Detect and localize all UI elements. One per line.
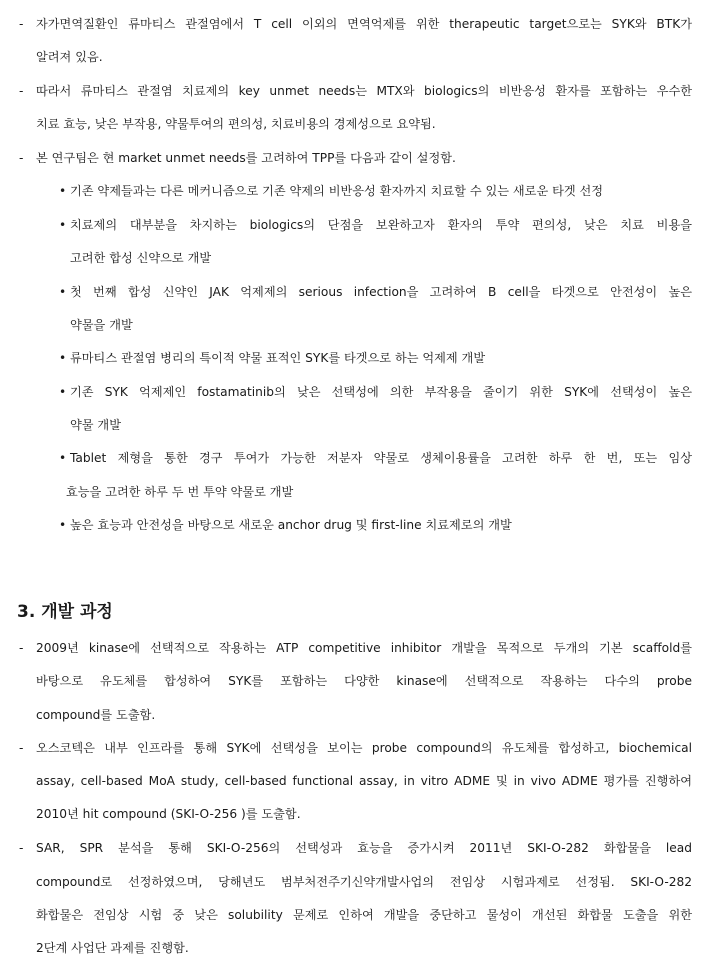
bullet-dot-marker: • bbox=[59, 451, 67, 465]
sub-bullet-line: 기존 약제들과는 다른 메커니즘으로 기존 약제의 비반응성 환자까지 치료할 수 있는 새로운 타겟 선정 bbox=[70, 184, 604, 198]
sub-bullet-line: 약물 개발 bbox=[70, 418, 121, 432]
paragraph-line: 치료 효능, 낮은 부작용, 약물투여의 편의성, 치료비용의 경제성으로 요약됨. bbox=[36, 117, 436, 131]
bullet-dash-marker: - bbox=[19, 151, 24, 165]
bullet-dot-marker: • bbox=[59, 351, 67, 365]
paragraph-line: assay, cell-based MoA study, cell-based functional assay, in vitro ADME 및 in vivo ADME 평가를 진행하여 bbox=[36, 774, 692, 788]
sub-bullet-line: 고려한 합성 신약으로 개발 bbox=[70, 251, 212, 265]
bullet-dash-marker: - bbox=[19, 741, 24, 755]
paragraph-line: SAR, SPR 분석을 통해 SKI-O-256의 선택성과 효능을 증가시켜 2011년 SKI-O-282 화합물을 lead bbox=[36, 841, 692, 855]
paragraph-line: 2009년 kinase에 선택적으로 작용하는 ATP competitive inhibitor 개발을 목적으로 두개의 기본 scaffold를 bbox=[36, 641, 692, 655]
paragraph-line: 2010년 hit compound (SKI-O-256 )를 도출함. bbox=[36, 807, 301, 821]
sub-bullet-line: 효능을 고려한 하루 두 번 투약 약물로 개발 bbox=[66, 485, 294, 499]
sub-bullet-line: 높은 효능과 안전성을 바탕으로 새로운 anchor drug 및 first-line 치료제로의 개발 bbox=[70, 518, 512, 532]
bullet-dash-marker: - bbox=[19, 641, 24, 655]
bullet-dash-marker: - bbox=[19, 841, 24, 855]
paragraph-line: 화합물은 전임상 시험 중 낮은 solubility 문제로 인하여 개발을 중단하고 물성이 개선된 화합물 도출을 위한 bbox=[36, 908, 692, 922]
sub-bullet-line: Tablet 제형을 통한 경구 투여가 가능한 저분자 약물로 생체이용률을 고려한 하루 한 번, 또는 임상 bbox=[70, 451, 692, 465]
sub-bullet-line: 약물을 개발 bbox=[70, 318, 133, 332]
section-heading: 3. 개발 과정 bbox=[17, 602, 113, 622]
bullet-dash-marker: - bbox=[19, 17, 24, 31]
bullet-dot-marker: • bbox=[59, 218, 67, 232]
sub-bullet-line: 첫 번째 합성 신약인 JAK 억제제의 serious infection을 고려하여 B cell을 타겟으로 안전성이 높은 bbox=[70, 285, 692, 299]
bullet-dot-marker: • bbox=[59, 518, 67, 532]
bullet-dot-marker: • bbox=[59, 184, 67, 198]
paragraph-line: 바탕으로 유도체를 합성하여 SYK를 포함하는 다양한 kinase에 선택적으로 작용하는 다수의 probe bbox=[36, 674, 692, 688]
paragraph-line: 본 연구팀은 현 market unmet needs를 고려하여 TPP를 다음과 같이 설정함. bbox=[36, 151, 456, 165]
paragraph-line: compound로 선정하였으며, 당해년도 범부처전주기신약개발사업의 전임상 시험과제로 선정됨. SKI-O-282 bbox=[36, 875, 692, 889]
paragraph-line: 오스코텍은 내부 인프라를 통해 SYK에 선택성을 보이는 probe compound의 유도체를 합성하고, biochemical bbox=[36, 741, 692, 755]
bullet-dot-marker: • bbox=[59, 385, 67, 399]
paragraph-line: 알려져 있음. bbox=[36, 50, 103, 64]
paragraph-line: 따라서 류마티스 관절염 치료제의 key unmet needs는 MTX와 biologics의 비반응성 환자를 포함하는 우수한 bbox=[36, 84, 692, 98]
paragraph-line: 자가면역질환인 류마티스 관절염에서 T cell 이외의 면역억제를 위한 therapeutic target으로는 SYK와 BTK가 bbox=[36, 17, 692, 31]
bullet-dash-marker: - bbox=[19, 84, 24, 98]
paragraph-line: compound를 도출함. bbox=[36, 708, 156, 722]
sub-bullet-line: 치료제의 대부분을 차지하는 biologics의 단점을 보완하고자 환자의 투약 편의성, 낮은 치료 비용을 bbox=[70, 218, 692, 232]
sub-bullet-line: 기존 SYK 억제제인 fostamatinib의 낮은 선택성에 의한 부작용을 줄이기 위한 SYK에 선택성이 높은 bbox=[70, 385, 692, 399]
sub-bullet-line: 류마티스 관절염 병리의 특이적 약물 표적인 SYK를 타겟으로 하는 억제제 개발 bbox=[70, 351, 486, 365]
bullet-dot-marker: • bbox=[59, 285, 67, 299]
paragraph-line: 2단계 사업단 과제를 진행함. bbox=[36, 941, 189, 955]
